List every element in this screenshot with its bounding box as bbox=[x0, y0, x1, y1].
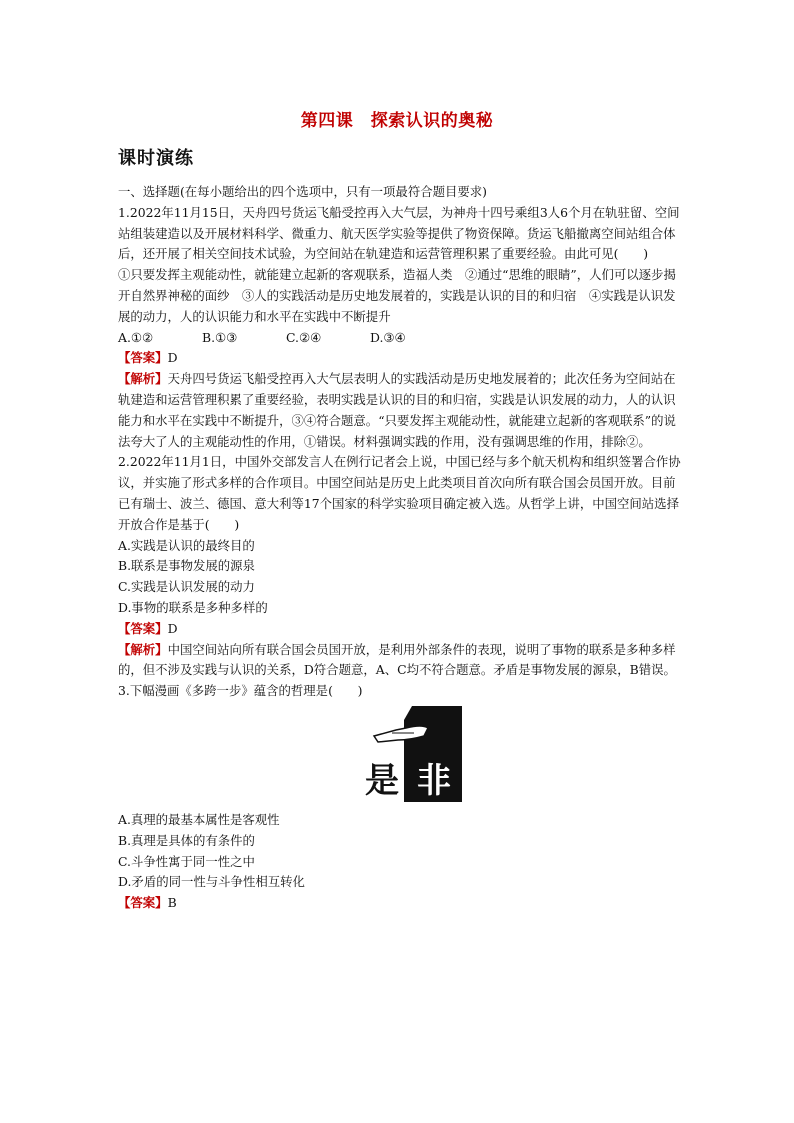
q2-stem: 2.2022年11月1日，中国外交部发言人在例行记者会上说，中国已经与多个航天机构和组织签署合作协议，并实施了形式多样的合作项目。中国空间站是历史上此类项目首次向所有联合国会员国开放。目前已有瑞士、波兰、德国、意大利等17个国家的科学实验项目确定被入选。从哲学上讲，中国空间站选择开放合作是基于( ) bbox=[118, 454, 681, 532]
answer-label: 【答案】 bbox=[118, 350, 168, 366]
q3-option-a: A.真理的最基本属性是客观性 bbox=[118, 811, 280, 827]
q1-option-b: B.①③ bbox=[202, 329, 238, 345]
section-heading: 课时演练 bbox=[118, 148, 194, 169]
q3-option-b: B.真理是具体的有条件的 bbox=[118, 832, 255, 848]
cartoon-char-shi: 是 bbox=[365, 760, 399, 801]
q2-option-d: D.事物的联系是多种多样的 bbox=[118, 599, 268, 615]
q1-option-d: D.③④ bbox=[370, 329, 406, 345]
analysis-label: 【解析】 bbox=[118, 371, 168, 387]
q1-options bbox=[118, 328, 684, 349]
q2-analysis-text: 中国空间站向所有联合国会员国开放，是利用外部条件的表现，说明了事物的联系是多种多样的，但不涉及实践与认识的关系，D符合题意，A、C均不符合题意。矛盾是事物发展的源泉，B错误。 bbox=[118, 641, 676, 678]
q2-answer bbox=[118, 619, 684, 640]
part-heading: 一、选择题(在每小题给出的四个选项中，只有一项最符合题目要求) bbox=[118, 184, 487, 199]
q1-analysis bbox=[118, 369, 684, 452]
cartoon-figure bbox=[352, 706, 492, 806]
cartoon-char-fei: 非 bbox=[417, 760, 451, 801]
q1-option-a: A.①② bbox=[118, 329, 154, 345]
q3-option-c: C.斗争性寓于同一性之中 bbox=[118, 853, 255, 869]
q3-answer-value: B bbox=[167, 895, 177, 911]
answer-label: 【答案】 bbox=[118, 895, 168, 911]
q2-option-a: A.实践是认识的最终目的 bbox=[118, 537, 255, 553]
q1-stem: 1.2022年11月15日，天舟四号货运飞船受控再入大气层，为神舟十四号乘组3人6个月在轨驻留、空间站组装建造以及开展材料科学、微重力、航天医学实验等提供了物资保障。货运飞船撤离空间站组合体后，还开展了相关空间技术试验，为空间站在轨建造和运营管理积累了重要经验。由此可见( ) bbox=[118, 204, 680, 262]
q2-option-b: B.联系是事物发展的源泉 bbox=[118, 558, 255, 574]
q2-analysis bbox=[118, 640, 684, 682]
q3-answer bbox=[118, 893, 684, 914]
q2-option-c: C.实践是认识发展的动力 bbox=[118, 579, 255, 595]
q2-answer-value: D bbox=[167, 620, 178, 636]
q1-answer bbox=[118, 348, 684, 369]
exercise-body bbox=[118, 182, 684, 914]
q1-analysis-text: 天舟四号货运飞船受控再入大气层表明人的实践活动是历史地发展着的；此次任务为空间站在轨建造和运营管理积累了重要经验，表明实践是认识的目的和归宿，实践是认识发展的动力，人的认识能力和水平在实践中不断提升，③④符合题意。“只要发挥主观能动性，就能建立起新的客观联系”的说法夸大了人的主观能动性的作用，①错误。材料强调实践的作用，没有强调思维的作用，排除②。 bbox=[118, 371, 676, 449]
answer-label: 【答案】 bbox=[118, 620, 168, 636]
analysis-label: 【解析】 bbox=[118, 641, 168, 657]
q1-answer-value: D bbox=[167, 350, 178, 366]
q1-statements: ①只要发挥主观能动性，就能建立起新的客观联系，造福人类 ②通过“思维的眼睛”，人们可以逐步揭开自然界神秘的面纱 ③人的实践活动是历史地发展着的，实践是认识的目的和归宿 ④实践是认识发展的动力，人的认识能力和水平在实践中不断提升 bbox=[118, 267, 676, 324]
q1-option-c: C.②④ bbox=[286, 329, 322, 345]
q3-option-d: D.矛盾的同一性与斗争性相互转化 bbox=[118, 874, 305, 890]
cartoon-illustration bbox=[352, 706, 492, 806]
q3-stem: 3.下幅漫画《多跨一步》蕴含的哲理是( ) bbox=[118, 683, 363, 699]
lesson-title: 第四课 探索认识的奥秘 bbox=[300, 111, 494, 131]
